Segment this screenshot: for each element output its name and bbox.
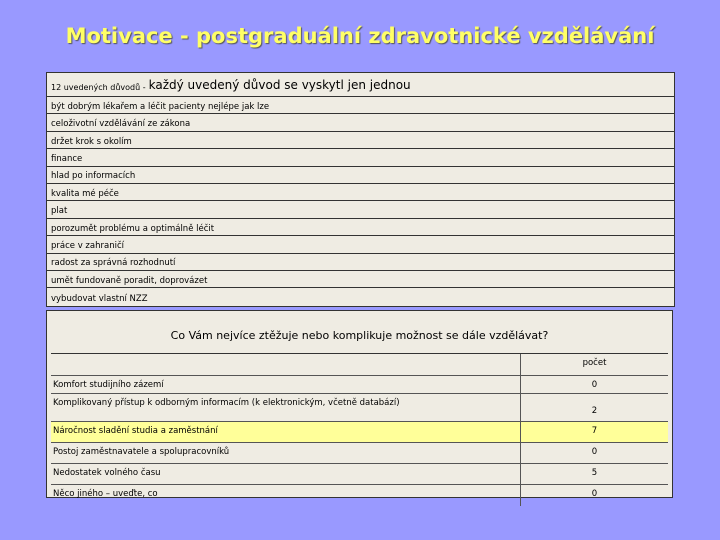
table-row: porozumět problému a optimálně léčit (47, 219, 674, 236)
table-row (51, 376, 668, 394)
row-label: Postoj zaměstnavatele a spolupracovníků (51, 443, 521, 463)
table-row: radost za správná rozhodnutí (47, 254, 674, 271)
obstacles-grid (51, 353, 668, 506)
table-row: finance (47, 149, 674, 166)
table-row: vybudovat vlastní NZZ (51, 294, 148, 305)
row-count: 0 (591, 380, 598, 390)
table-row: hlad po informacích (47, 167, 674, 184)
reasons-note: každý uvedený důvod se vyskytl jen jednou (148, 78, 411, 92)
table-row: plat (47, 201, 674, 218)
table-row: umět fundovaně poradit, doprovázet (47, 271, 674, 288)
table-row: práce v zahraničí (47, 236, 674, 253)
row-label: Komfort studijního zázemí (51, 376, 521, 393)
row-count: 5 (591, 468, 598, 478)
table-row-highlighted (51, 422, 668, 443)
count-column-header: počet (582, 358, 607, 368)
obstacles-header-row (51, 354, 668, 376)
row-label: Komplikovaný přístup k odborným informacím (k elektronickým, včetně databází) (51, 394, 521, 421)
reasons-table (46, 72, 675, 307)
table-row: kvalita mé péče (47, 184, 674, 201)
reasons-table-header (47, 73, 674, 97)
table-row: držet krok s okolím (47, 132, 674, 149)
row-count: 2 (591, 406, 598, 416)
reasons-count-label: 12 uvedených důvodů - (51, 83, 146, 92)
obstacles-table (46, 310, 673, 498)
row-count: 0 (591, 447, 598, 457)
page-title: Motivace - postgraduální zdravotnické vzdělávání (65, 24, 655, 48)
table-row (51, 394, 668, 422)
obstacles-question: Co Vám nejvíce ztěžuje nebo komplikuje možnost se dále vzdělávat? (170, 329, 549, 342)
row-label: Nedostatek volného času (51, 464, 521, 484)
table-row (51, 464, 668, 485)
row-label: Náročnost sladění studia a zaměstnání (51, 422, 521, 442)
table-row (51, 485, 668, 506)
row-count: 7 (591, 426, 598, 436)
table-row: celoživotní vzdělávání ze zákona (47, 114, 674, 131)
row-label: Něco jiného – uveďte, co (51, 485, 521, 506)
table-row (51, 443, 668, 464)
row-count: 0 (591, 489, 598, 499)
label-column-header (51, 354, 521, 375)
table-row: být dobrým lékařem a léčit pacienty nejlépe jak lze (47, 97, 674, 114)
